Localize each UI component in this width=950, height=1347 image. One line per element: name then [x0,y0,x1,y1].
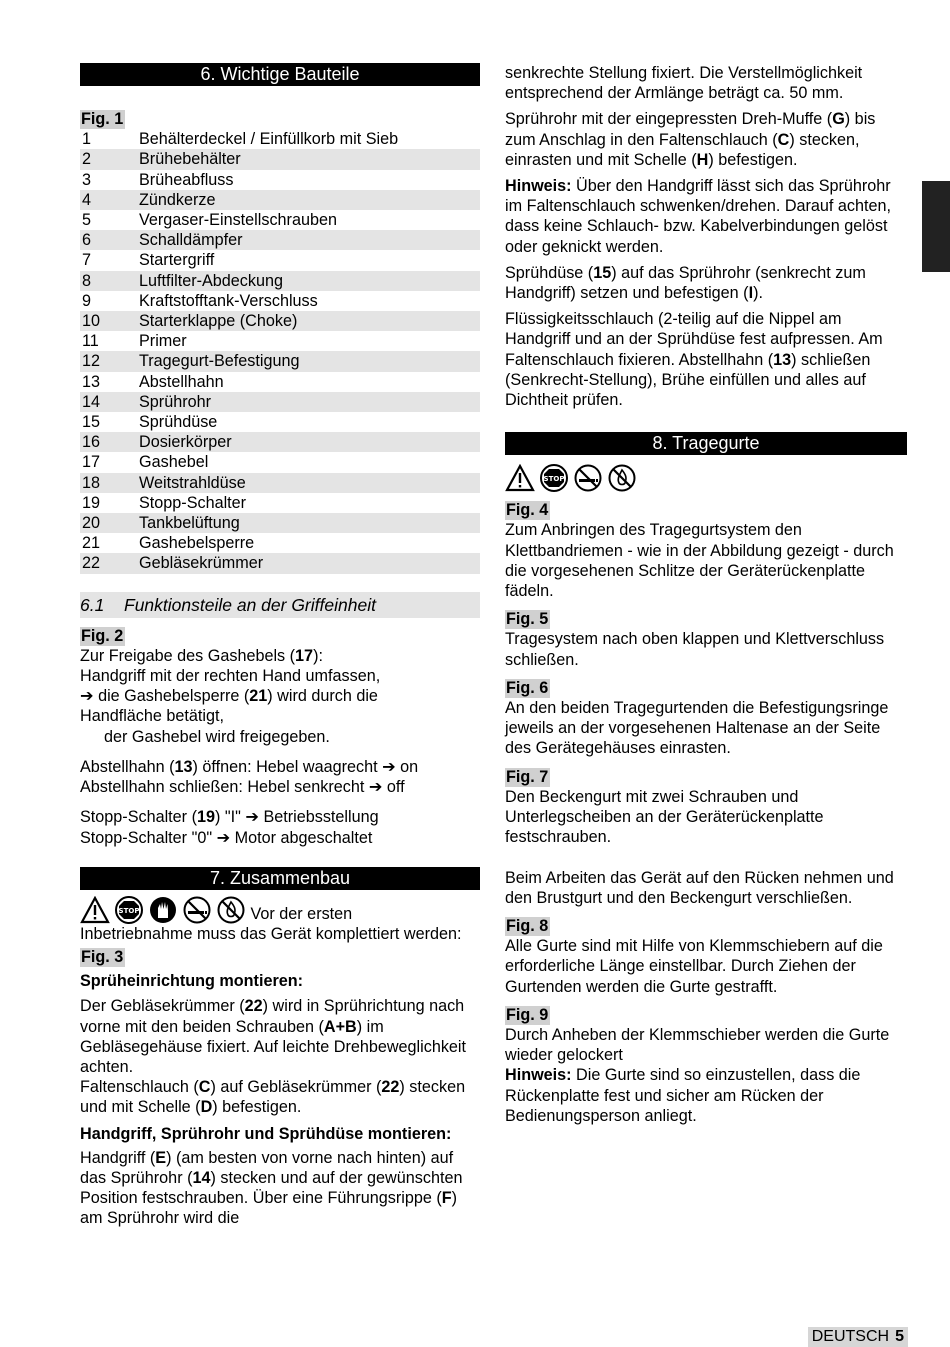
section-6-1-heading: Funktionsteile an der Griffeinheit [124,594,376,615]
fig-9-text: Durch Anheben der Klemmschieber werden die Gurte wieder gelockert [505,1025,890,1065]
part-number: 18 [80,473,137,493]
part-number: 21 [82,534,101,553]
side-tab-marker [922,181,950,272]
spray-device-heading: Sprüheinrichtung montieren: [80,972,304,991]
fig-8-label: Fig. 8 [506,916,549,935]
stop-icon [539,464,569,492]
fig-4-text: Zum Anbringen des Tragegurtsystem den Klettbandriemen - wie in der Abbildung gezeigt - durch die vorgesehenen Schlitze der Geräterückenplatte fädeln. [505,521,894,601]
nozzle-text: Sprühdüse (15) auf das Sprührohr (senkrecht zum Handgriff) setzen und befestigen (I). [505,263,866,303]
fig-7-text-2: Beim Arbeiten das Gerät auf den Rücken nehmen und den Brustgurt und den Beckengurt verschließen. [505,868,894,907]
section-6-1-title [80,592,480,618]
right-column [505,63,907,1126]
part-number: 14 [80,392,137,412]
part-number: 12 [80,351,137,371]
part-number: 9 [82,291,92,310]
fig-4-label: Fig. 4 [506,501,549,520]
no-fire-icon [607,464,637,492]
section-7-intro-inline: Vor der ersten [250,904,353,923]
no-fire-icon [216,896,246,924]
part-name: Startergriff [139,251,215,270]
arrow-icon: ➔ [245,808,259,827]
part-name: Zündkerze [137,190,480,210]
part-name: Vergaser-Einstellschrauben [139,211,337,230]
table-row [80,129,480,149]
table-row [80,291,480,311]
no-smoking-icon [573,464,603,492]
part-number: 16 [80,432,137,452]
fig-1-label: Fig. 1 [81,110,124,128]
part-number: 3 [82,170,92,189]
part-number: 22 [80,553,137,573]
table-row [80,271,480,291]
table-row [80,533,480,553]
table-row [80,250,480,270]
stop-switch-instructions: Stopp-Schalter (19) "I" ➔ Betriebsstellung Stopp-Schalter "0" ➔ Motor abgeschaltet [80,808,379,847]
table-row [80,190,480,210]
glove-icon [148,896,178,924]
continued-text: senkrechte Stellung fixiert. Die Verstellmöglichkeit entsprechend der Armlänge beträgt ca. 50 mm. [505,64,863,103]
table-row [80,392,480,412]
part-name: Gebläsekrümmer [137,553,480,573]
part-name: Starterklappe (Choke) [137,311,480,331]
part-number: 13 [82,372,101,391]
table-row [80,210,480,230]
part-number: 8 [80,271,137,291]
spray-device-text-1: Der Gebläsekrümmer (22) wird in Sprührichtung nach vorne mit den beiden Schrauben (A+B) im Gebläsegehäuse fixiert. Auf leichte Drehbeweglichkeit achten. [80,997,467,1076]
arrow-icon: ➔ [80,687,94,706]
section-6-1-number: 6.1 [80,594,105,615]
page-number: 5 [895,1328,904,1345]
arrow-icon: ➔ [216,828,231,847]
hint-1: Hinweis: Über den Handgriff lässt sich das Sprührohr im Faltenschlauch schwenken/drehen. Darauf achten, dass keine Schlauch- bzw. Kabelverbindungen gelöst oder geknickt werden. [505,177,892,256]
no-smoking-icon [182,896,212,924]
section-6-title: 6. Wichtige Bauteile [80,63,480,86]
section-7-title: 7. Zusammenbau [80,867,480,890]
fig-2-result: der Gashebel wird freigegeben. [104,727,330,746]
part-name: Gashebel [139,453,209,472]
part-number: 10 [80,311,137,331]
part-number: 11 [82,332,99,351]
part-number: 20 [80,513,137,533]
fig-7-label: Fig. 7 [506,767,549,786]
parts-table [80,129,480,573]
svg-text:STOP: STOP [543,475,565,484]
part-number: 17 [82,453,101,472]
arrow-icon: ➔ [382,757,396,776]
table-row [80,230,480,250]
part-name: Weitstrahldüse [137,473,480,493]
part-name: Kraftstofftank-Verschluss [139,291,318,310]
stop-icon [114,896,144,924]
fig-5-label: Fig. 5 [506,610,549,629]
fig-9-label: Fig. 9 [506,1005,549,1024]
footer-language: DEUTSCH [811,1328,890,1345]
left-column [80,63,480,1229]
part-name: Gashebelsperre [139,534,255,553]
table-row [80,513,480,533]
hose-text: Flüssigkeitsschlauch (2-teilig auf die Nippel am Handgriff und an der Sprühdüse fest aufpressen. Am Faltenschlauch fixieren. Abstellhahn (13) schließen (Senkrecht-Stellung), Brühe einfüllen und alles auf Dichtheit prüfen. [505,310,883,410]
part-name: Sprührohr [137,392,480,412]
section-7-intro [80,896,480,944]
fig-5-text: Tragesystem nach oben klappen und Klettverschluss schließen. [505,630,885,669]
fig-2-label: Fig. 2 [81,626,124,645]
part-number: 6 [80,230,137,250]
fig-6-label: Fig. 6 [506,678,549,697]
part-name: Tragegurt-Befestigung [137,351,480,371]
table-row [80,372,480,392]
table-row [80,331,480,351]
valve-instructions: Abstellhahn (13) öffnen: Hebel waagrecht ➔ on Abstellhahn schließen: Hebel senkrecht ➔ off [80,757,419,797]
fig-6-text: An den beiden Tragegurtenden die Befestigungsringe jeweils an der vorgesehenen Haltenase an der Seite des Gerätegehäuses einrasten. [505,699,889,758]
fig-7-text: Den Beckengurt mit zwei Schrauben und Unterlegscheiben an der Geräterückenplatte festschrauben. [505,787,824,847]
table-row [80,493,480,513]
table-row [80,432,480,452]
fig-2-text: Zur Freigabe des Gashebels (17): Handgriff mit der rechten Hand umfassen, ➔ die Gashebelsperre (21) wird durch die Handfläche betätigt, [80,646,381,726]
part-name: Brüheabfluss [139,170,234,189]
part-name: Stopp-Schalter [139,493,247,512]
fig-3-label: Fig. 3 [81,947,124,966]
table-row [80,311,480,331]
part-name: Sprühdüse [139,413,218,432]
part-number: 7 [82,251,92,270]
part-number: 2 [80,149,137,169]
table-row [80,452,480,472]
section-8-icons [505,464,907,492]
spray-device-text-2: Faltenschlauch (C) auf Gebläsekrümmer (22) stecken und mit Schelle (D) befestigen. [80,1078,466,1117]
part-name: Schalldämpfer [137,230,480,250]
part-number: 19 [82,493,101,512]
warning-icon [505,464,535,492]
section-8-title: 8. Tragegurte [505,432,907,455]
part-name: Brühebehälter [137,149,480,169]
part-name: Behälterdeckel / Einfüllkorb mit Sieb [139,130,399,149]
part-name: Primer [139,332,187,351]
part-name: Abstellhahn [139,372,224,391]
part-name: Tankbelüftung [137,513,480,533]
warning-icon [80,896,110,924]
part-number: 5 [82,211,92,230]
table-row [80,351,480,371]
spray-tube-text: Sprührohr mit der eingepressten Dreh-Muffe (G) bis zum Anschlag in den Faltenschlauch (C) stecken, einrasten und mit Schelle (H) befestigen. [505,110,876,169]
table-row [80,149,480,169]
handle-text: Handgriff (E) (am besten von vorne nach hinten) auf das Sprührohr (14) stecken und auf der gewünschten Position festschrauben. Über eine Führungsrippe (F) am Sprührohr wird die [80,1148,463,1228]
table-row [80,553,480,573]
part-number: 1 [82,130,92,149]
part-number: 15 [82,413,101,432]
page-footer [808,1327,908,1347]
hint-2: Hinweis: Die Gurte sind so einzustellen, dass die Rückenplatte fest und sicher am Rücken der Bedienungsperson anliegt. [505,1066,861,1125]
part-name: Luftfilter-Abdeckung [137,271,480,291]
table-row [80,170,480,190]
fig-8-text: Alle Gurte sind mit Hilfe von Klemmschiebern auf die erforderliche Länge einstellbar. Durch Ziehen der Gurtenden werden die Gurte gestrafft. [505,937,883,996]
arrow-icon: ➔ [368,778,383,797]
part-name: Dosierkörper [137,432,480,452]
section-7-intro-rest: Inbetriebnahme muss das Gerät komplettiert werden: [80,924,462,943]
handle-heading: Handgriff, Sprührohr und Sprühdüse montieren: [80,1124,452,1143]
svg-text:STOP: STOP [118,906,140,915]
table-row [80,473,480,493]
table-row [80,412,480,432]
part-number: 4 [80,190,137,210]
